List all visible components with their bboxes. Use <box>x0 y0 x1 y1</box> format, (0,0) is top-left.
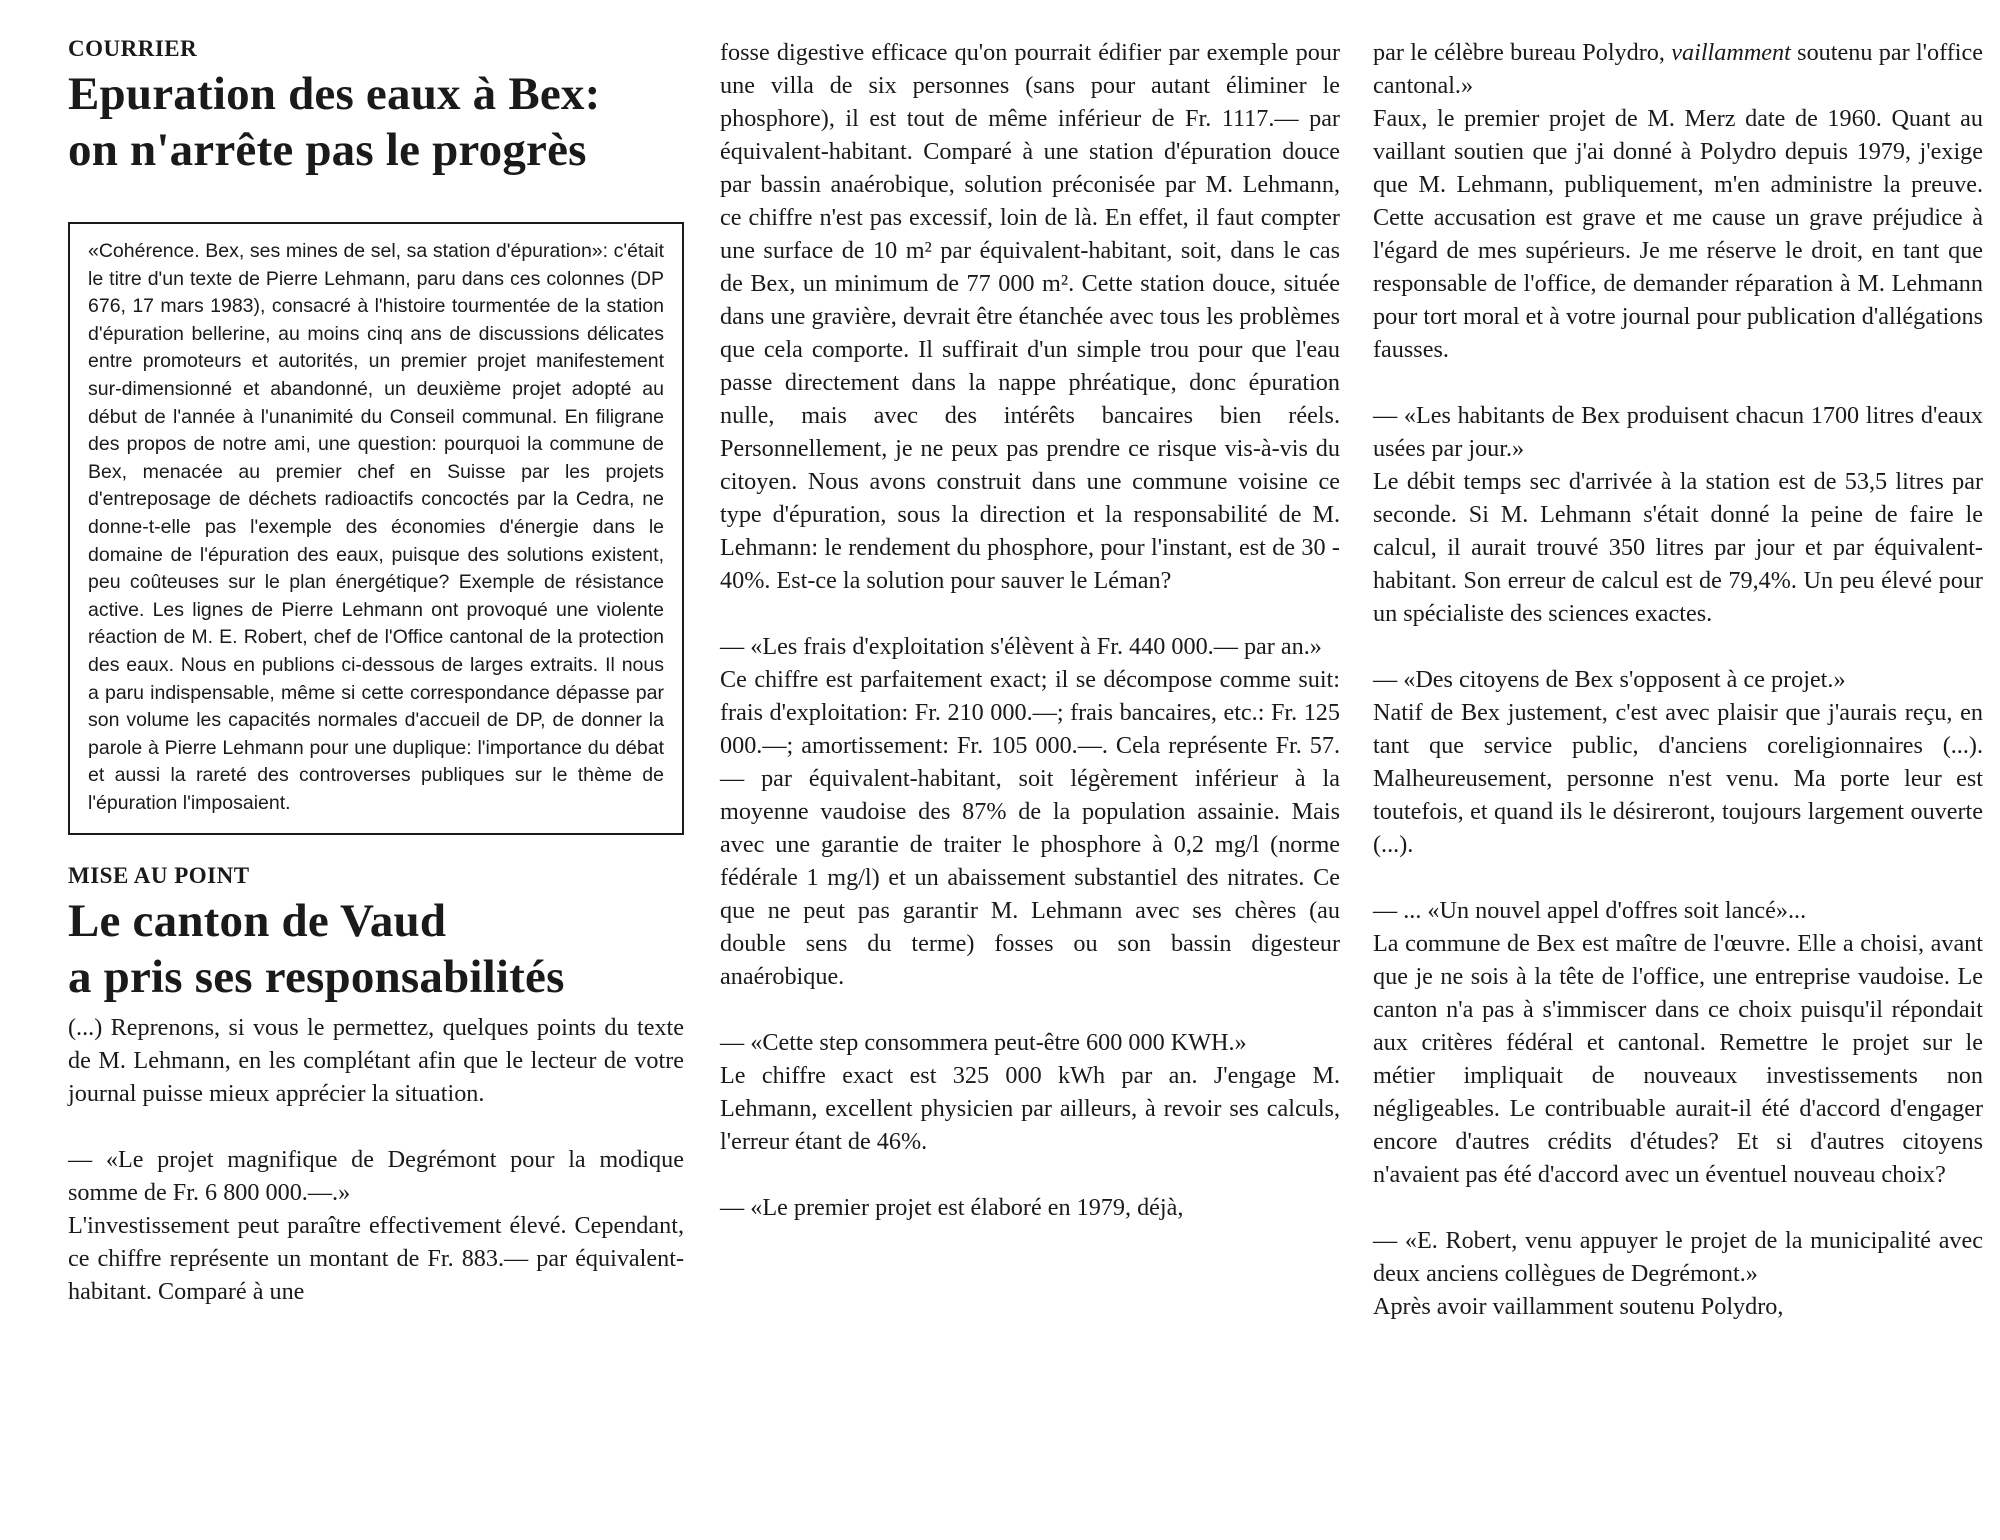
paragraph: (...) Reprenons, si vous le permettez, quelques points du texte de M. Lehmann, en les complétant afin que le lecteur de votre journal puisse mieux apprécier la situation. <box>68 1014 684 1108</box>
column-1 <box>68 36 684 1308</box>
paragraph: Natif de Bex justement, c'est avec plaisir que j'aurais reçu, en tant que service public, d'anciens coreligionnaires (...). Malheureusement, personne n'est venu. Ma porte leur est toutefois, et quand ils le désireront, toujours largement ouverte (...). <box>1373 699 1983 858</box>
headline-line: Epuration des eaux à Bex: <box>68 68 601 120</box>
column-2 <box>720 36 1340 1224</box>
quote: — «Le premier projet est élaboré en 1979, déjà, <box>720 1194 1184 1221</box>
quote: — «Les habitants de Bex produisent chacun 1700 litres d'eaux usées par jour.» <box>1373 402 1983 462</box>
quote-text: par le célèbre bureau Polydro, <box>1373 39 1672 66</box>
column-3 <box>1373 36 1983 1323</box>
paragraph: L'investissement peut paraître effectivement élevé. Cependant, ce chiffre représente un montant de Fr. 883.— par équivalent-habitant. Comparé à une <box>68 1212 684 1306</box>
headline-line: a pris ses responsabilités <box>68 951 565 1004</box>
paragraph: Après avoir vaillamment soutenu Polydro, <box>1373 1293 1784 1320</box>
quote: — «Cette step consommera peut-être 600 000 KWH.» <box>720 1029 1247 1056</box>
quote: — «Le projet magnifique de Degrémont pour la modique somme de Fr. 6 800 000.—.» <box>68 1146 684 1207</box>
headline-canton-vaud <box>68 893 684 1005</box>
quote: — «Les frais d'exploitation s'élèvent à Fr. 440 000.— par an.» <box>720 633 1322 660</box>
paragraph: Faux, le premier projet de M. Merz date de 1960. Quant au vaillant soutien que j'ai donné à Polydro depuis 1979, j'exige que M. Lehmann, publiquement, m'en administre la preuve. Cette accusation est grave et me cause un grave préjudice à l'égard de mes supérieurs. Je me réserve le droit, en tant que responsable de l'office, de demander réparation à M. Lehmann pour tort moral et à votre journal pour publication d'allégations fausses. <box>1373 105 1983 363</box>
quote <box>1373 36 1983 102</box>
paragraph: Le débit temps sec d'arrivée à la station est de 53,5 litres par seconde. Si M. Lehmann s'était donné la peine de faire le calcul, il aurait trouvé 350 litres par jour et par équivalent-habitant. Son erreur de calcul est de 79,4%. Un peu élevé pour un spécialiste des sciences exactes. <box>1373 468 1983 627</box>
headline-line: Le canton de Vaud <box>68 895 447 948</box>
paragraph: La commune de Bex est maître de l'œuvre. Elle a choisi, avant que je ne sois à la tête de l'office, une entreprise vaudoise. Le canton n'a pas à s'immiscer dans ce choix puisqu'il répondait aux critères fédéral et cantonal. Remettre le projet sur le métier impliquait de nouveaux investissements non négligeables. Le contribuable aurait-il été d'accord d'engager encore d'autres crédits d'études? Et si d'autres citoyens n'avaient pas été d'accord avec un éventuel nouveau choix? <box>1373 930 1983 1188</box>
intro-box: «Cohérence. Bex, ses mines de sel, sa station d'épuration»: c'était le titre d'un texte de Pierre Lehmann, paru dans ces colonnes (DP 676, 17 mars 1983), consacré à l'histoire tourmentée de la station d'épuration bellerine, au moins cinq ans de discussions délicates entre promoteurs et autorités, un premier projet manifestement sur-dimensionné et abandonné, un deuxième projet adopté au début de l'année à l'unanimité du Conseil communal. En filigrane des propos de notre ami, une question: pourquoi la commune de Bex, menacée au premier chef en Suisse par les projets d'entreposage de déchets radioactifs concoctés par la Cedra, ne donne-t-elle pas l'exemple des économies d'énergie dans le domaine de l'épuration des eaux, puisque des solutions existent, peu coûteuses sur le plan énergétique? Exemple de résistance active. Les lignes de Pierre Lehmann ont provoqué une violente réaction de M. E. Robert, chef de l'Office cantonal de la protection des eaux. Nous en publions ci-dessous de larges extraits. Il nous a paru indispensable, même si cette correspondance dépasse par son volume les capacités normales d'accueil de DP, de donner la parole à Pierre Lehmann pour une duplique: l'importance du débat et aussi la rareté des controverses publiques sur le thème de l'épuration l'imposaient. <box>68 222 684 835</box>
quote: — «Des citoyens de Bex s'opposent à ce projet.» <box>1373 666 1846 693</box>
quote-text: soutenu par l'office cantonal.» <box>1373 39 1983 99</box>
section-kicker-mise-au-point: MISE AU POINT <box>68 863 250 889</box>
quote: — ... «Un nouvel appel d'offres soit lancé»... <box>1373 897 1807 924</box>
quote: — «E. Robert, venu appuyer le projet de la municipalité avec deux anciens collègues de Degrémont.» <box>1373 1227 1983 1287</box>
section-kicker-courrier: COURRIER <box>68 36 198 61</box>
headline-line: on n'arrête pas le progrès <box>68 124 587 176</box>
quote-emphasis: vaillamment <box>1671 39 1791 66</box>
paragraph: Ce chiffre est parfaitement exact; il se décompose comme suit: frais d'exploitation: Fr. 210 000.—; frais bancaires, etc.: Fr. 125 000.—; amortissement: Fr. 105 000.—. Cela représente Fr. 57.— par équivalent-habitant, soit légèrement inférieur à la moyenne vaudoise des 87% de la population assainie. Mais avec une garantie de traiter le phosphore à 0,2 mg/l (norme fédérale 1 mg/l) et un abaissement substantiel des nitrates. Ce que ne peut pas garantir M. Lehmann avec ses chères (au double sens du terme) fosses ou son bassin digesteur anaérobique. <box>720 666 1340 990</box>
paragraph: Le chiffre exact est 325 000 kWh par an. J'engage M. Lehmann, excellent physicien par ailleurs, à revoir ses calculs, l'erreur étant de 46%. <box>720 1062 1340 1155</box>
headline-epuration <box>68 66 684 178</box>
paragraph: fosse digestive efficace qu'on pourrait édifier par exemple pour une villa de six personnes (sans pour autant éliminer le phosphore), il est tout de même inférieur de Fr. 1117.— par équivalent-habitant. Comparé à une station d'épuration douce par bassin anaérobique, solution préconisée par M. Lehmann, ce chiffre n'est pas excessif, loin de là. En effet, il faut compter une surface de 10 m² par équivalent-habitant, soit, dans le cas de Bex, un minimum de 77 000 m². Cette station douce, située dans une gravière, devrait être étanchée avec tous les problèmes que cela comporte. Il suffirait d'un simple trou pour que l'eau passe directement dans la nappe phréatique, donc épuration nulle, mais avec des intérêts bancaires bien réels. Personnellement, je ne peux pas prendre ce risque vis-à-vis du citoyen. Nous avons construit dans une commune voisine ce type d'épuration, sous la direction et la responsabilité de M. Lehmann: le rendement du phosphore, pour l'instant, est de 30 - 40%. Est-ce la solution pour sauver le Léman? <box>720 39 1340 594</box>
